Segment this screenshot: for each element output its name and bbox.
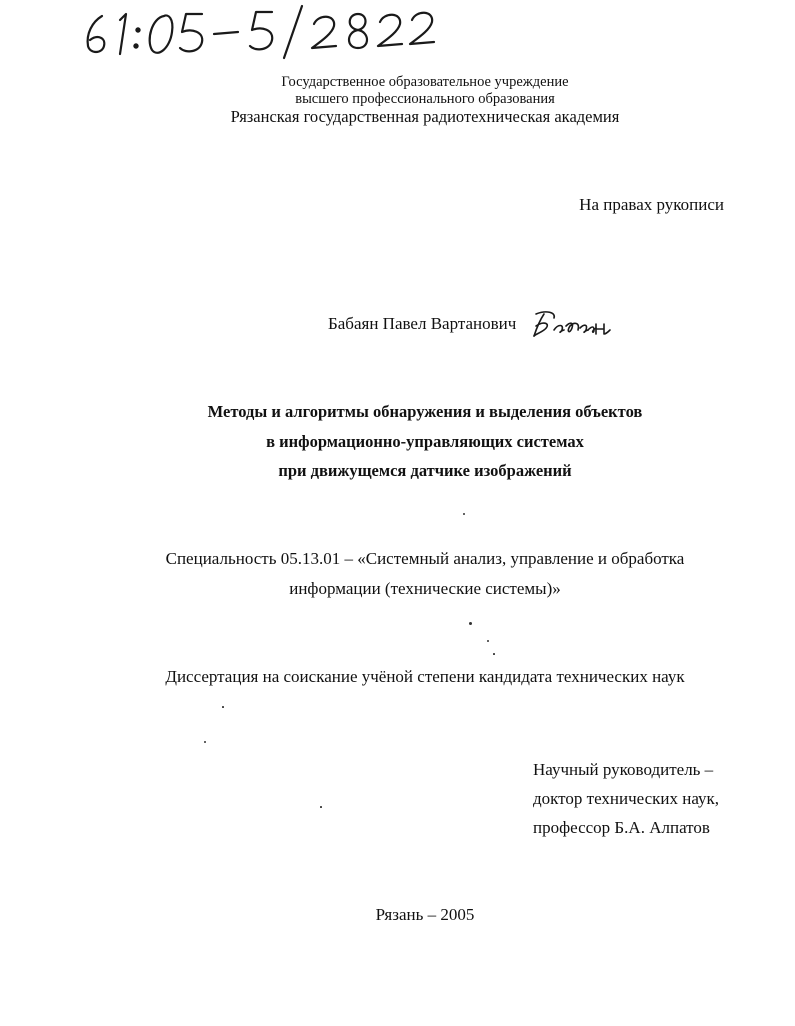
scan-speck bbox=[320, 806, 322, 808]
scan-speck bbox=[493, 653, 495, 655]
institution-line-2: высшего профессионального образования bbox=[295, 91, 555, 107]
specialty-line-2: информации (технические системы)» bbox=[289, 579, 561, 598]
title-line-2: в информационно-управляющих системах bbox=[266, 432, 584, 451]
dissertation-note: Диссертация на соискание учёной степени кандидата технических наук bbox=[165, 667, 685, 686]
institution-name: Рязанская государственная радиотехническая академия bbox=[230, 107, 620, 126]
title-line-3: при движущемся датчике изображений bbox=[278, 461, 572, 480]
institution-line-1: Государственное образовательное учреждение bbox=[281, 74, 569, 90]
advisor-line-2: доктор технических наук, bbox=[533, 789, 720, 808]
handwritten-archive-code bbox=[80, 2, 440, 60]
advisor-line-1: Научный руководитель – bbox=[533, 760, 714, 779]
scan-speck bbox=[469, 622, 472, 625]
scan-speck bbox=[204, 741, 206, 743]
scan-speck bbox=[463, 513, 465, 515]
manuscript-note: На правах рукописи bbox=[579, 195, 724, 214]
title-line-1: Методы и алгоритмы обнаружения и выделения объектов bbox=[207, 402, 643, 421]
author-row bbox=[300, 308, 640, 342]
scan-speck bbox=[487, 640, 489, 642]
advisor-line-3: профессор Б.А. Алпатов bbox=[533, 818, 710, 837]
specialty-line-1: Специальность 05.13.01 – «Системный анализ, управление и обработка bbox=[165, 549, 685, 568]
author-name: Бабаян Павел Вартанович bbox=[328, 314, 517, 333]
author-signature bbox=[530, 308, 612, 340]
city-year: Рязань – 2005 bbox=[375, 905, 475, 924]
scan-speck bbox=[222, 706, 224, 708]
